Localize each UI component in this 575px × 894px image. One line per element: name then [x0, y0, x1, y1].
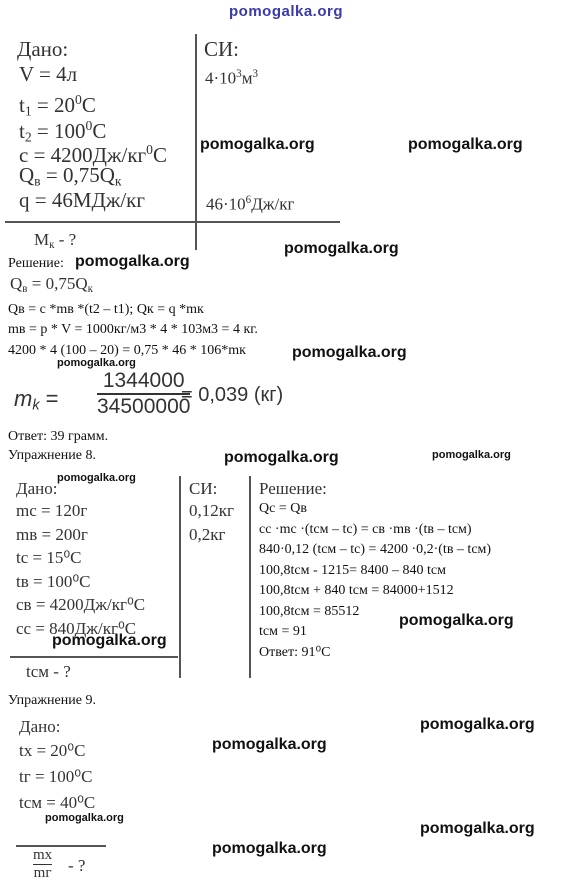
ex8-given-item: tв = 100⁰С — [16, 571, 91, 591]
heading-exercise-9: Упражнение 9. — [8, 693, 96, 708]
ex8-solution-line: 840·0,12 (tсм – tс) = 4200 ·0,2·(tв – tсм) — [259, 542, 492, 557]
ex8-si-item: 0,2кг — [189, 524, 226, 544]
ex8-divider-2 — [249, 476, 251, 678]
given-c: $с = 4200Дж/кг^0С$ — [19, 142, 167, 168]
fraction-denominator: 34500000 — [97, 395, 191, 418]
ex8-divider-1 — [179, 476, 181, 678]
given-title: Дано: — [17, 37, 69, 61]
watermark[interactable]: pomogalka.org — [420, 820, 535, 837]
answer-7: Ответ: 39 грамм. — [8, 429, 109, 444]
ex8-solution-title: Решение: — [259, 479, 327, 498]
ex9-given-item: tсм = 40⁰С — [19, 793, 96, 812]
ex9-find-tail: - ? — [68, 856, 86, 875]
watermark[interactable]: pomogalka.org — [399, 612, 514, 629]
fraction-lhs: $m_k$ = — [14, 386, 59, 414]
watermark[interactable]: pomogalka.org — [284, 240, 399, 257]
ex8-solution-line: Ответ: 91⁰С — [259, 644, 331, 660]
mass-fraction — [97, 369, 190, 419]
ex8-solution-line: tсм = 91 — [259, 624, 307, 639]
ex8-given-item: mв = 200г — [16, 524, 88, 544]
watermark[interactable]: pomogalka.org — [52, 632, 167, 649]
given-q: q = 46МДж/кг — [19, 188, 145, 212]
ex8-given-title: Дано: — [16, 479, 58, 498]
ex8-solution-line: 100,8tсм = 85512 — [259, 603, 360, 619]
ex7-divider-horizontal — [5, 221, 340, 223]
given-volume: V = 4л — [19, 62, 78, 86]
solution-label: Решение: — [8, 256, 64, 271]
ex9-find-numerator: mх — [33, 847, 53, 863]
ex8-si-title: СИ: — [189, 479, 218, 498]
watermark[interactable]: pomogalka.org — [212, 736, 327, 753]
watermark-top[interactable]: pomogalka.org — [229, 3, 344, 20]
watermark[interactable]: pomogalka.org — [224, 449, 339, 466]
watermark[interactable]: pomogalka.org — [420, 716, 535, 733]
given-t1: $t_1 = 20^0С$ — [19, 92, 96, 119]
solution-line-1: $Q_в = 0,75Q_к$ — [10, 274, 93, 295]
ex8-given-item: св = 4200Дж/кг⁰С — [16, 595, 146, 614]
watermark[interactable]: pomogalka.org — [57, 357, 136, 369]
ex8-solution-line: сс ·mс ·(tсм – tс) = св ·mв ·(tв – tсм) — [259, 521, 472, 537]
ex8-given-item: сс = 840Дж/кг⁰С — [16, 618, 137, 638]
ex8-divider-horizontal — [10, 656, 178, 658]
si-title: СИ: — [204, 37, 240, 61]
ex8-solution-line: 100,8tсм - 1215= 8400 – 840 tсм — [259, 562, 446, 578]
watermark[interactable]: pomogalka.org — [200, 136, 315, 153]
watermark[interactable]: pomogalka.org — [432, 449, 511, 461]
given-t2: $t_2 = 100^0С$ — [19, 118, 107, 145]
ex8-si-item: 0,12кг — [189, 501, 234, 520]
fraction-result: = 0,039 (кг) — [181, 384, 284, 406]
ex9-divider-horizontal — [16, 845, 106, 847]
ex9-given-item: tг = 100⁰С — [19, 767, 93, 786]
solution-line-4: 4200 * 4 (100 – 20) = 0,75 * 46 * 106*mк — [8, 343, 246, 358]
ex7-divider-vertical — [195, 34, 197, 250]
watermark[interactable]: pomogalka.org — [57, 472, 136, 484]
ex9-find-denominator: mг — [33, 865, 52, 881]
watermark[interactable]: pomogalka.org — [75, 253, 190, 270]
watermark[interactable]: pomogalka.org — [45, 812, 124, 824]
heading-exercise-8: Упражнение 8. — [8, 448, 96, 463]
ex9-given-title: Дано: — [19, 717, 61, 736]
ex9-find-fraction — [33, 847, 52, 882]
ex8-find: tсм - ? — [26, 662, 71, 681]
ex8-given-item: tс = 15⁰С — [16, 548, 82, 567]
ex9-given-item: tх = 20⁰С — [19, 741, 86, 760]
solution-line-3: mв = p * V = 1000кг/м3 * 4 * 103м3 = 4 кг. — [8, 322, 258, 337]
solution-line-2: Qв = с *mв *(t2 – t1); Qк = q *mк — [8, 302, 204, 317]
find-mass: $М_к$ - ? — [34, 230, 77, 251]
watermark[interactable]: pomogalka.org — [408, 136, 523, 153]
given-q-ratio: $Q_в = 0,75Q_к$ — [19, 163, 122, 189]
ex8-solution-line: 100,8tсм + 840 tсм = 84000+1512 — [259, 583, 454, 598]
fraction-numerator: 1344000 — [102, 369, 185, 392]
si-volume: $4\cdot 10^3м^3$ — [205, 68, 258, 88]
ex8-given-item: mс = 120г — [16, 501, 88, 520]
ex8-solution-line: Qс = Qв — [259, 501, 307, 516]
si-q: $46\cdot 10^6Дж/кг$ — [206, 194, 295, 214]
watermark[interactable]: pomogalka.org — [292, 344, 407, 361]
watermark[interactable]: pomogalka.org — [212, 840, 327, 857]
